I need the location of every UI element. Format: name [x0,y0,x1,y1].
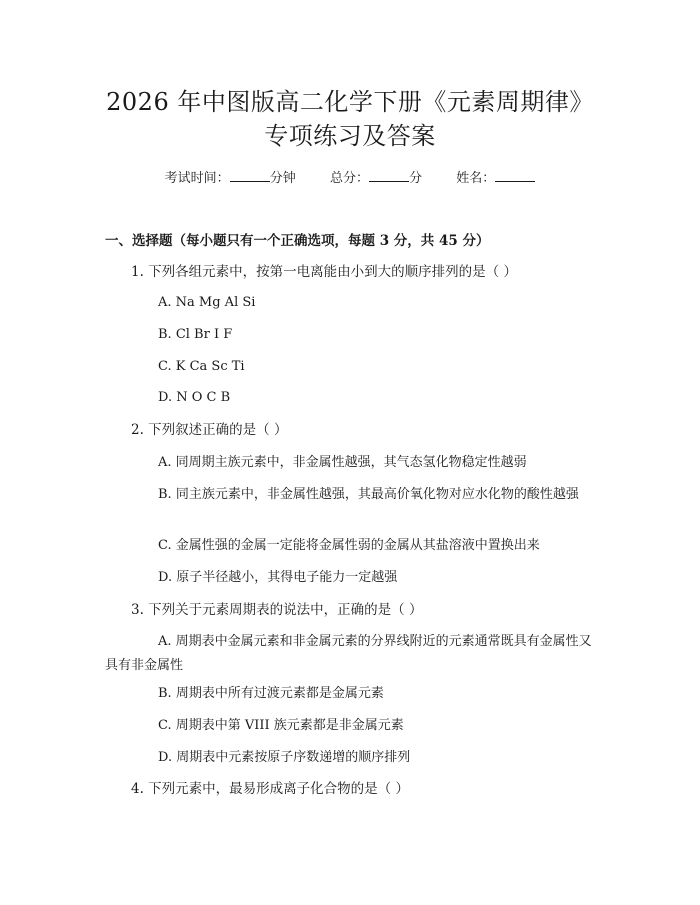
exam-time-label: 考试时间： [164,171,230,186]
question-2-option-c: C. 金属性强的金属一定能将金属性弱的金属从其盐溶液中置换出来 [158,538,540,553]
question-2-option-d: D. 原子半径越小，其得电子能力一定越强 [158,570,398,585]
question-3-stem: 3. 下列关于元素周期表的说法中，正确的是（ ） [131,602,423,618]
question-3-option-d: D. 周期表中元素按原子序数递增的顺序排列 [158,750,411,765]
exam-time-blank [230,169,270,182]
document-title-line-1: 2026 年中图版高二化学下册《元素周期律》 [106,88,594,116]
section-heading-multiple-choice: 一、选择题（每小题只有一个正确选项，每题 3 分，共 45 分） [105,233,490,249]
question-1-option-b: B. Cl Br I F [158,327,233,342]
question-3-option-b: B. 周期表中所有过渡元素都是金属元素 [158,686,384,701]
question-2-option-a: A. 同周期主族元素中，非金属性越强，其气态氢化物稳定性越弱 [158,455,527,470]
question-1-option-c: C. K Ca Sc Ti [158,359,245,374]
exam-time-unit: 分钟 [269,171,296,186]
total-score-unit: 分 [409,171,423,186]
exam-info-line [0,169,700,188]
question-1-option-a: A. Na Mg Al Si [158,295,256,310]
question-3-option-a: A. 周期表中金属元素和非金属元素的分界线附近的元素通常既具有金属性又具有非金属性 [105,634,592,673]
question-2-stem: 2. 下列叙述正确的是（ ） [131,422,288,438]
student-name-blank [495,169,535,182]
total-score-label: 总分： [329,171,369,186]
question-4-stem: 4. 下列元素中，最易形成离子化合物的是（ ） [131,781,409,797]
document-title-line-2: 专项练习及答案 [264,122,436,150]
question-3-option-c: C. 周期表中第 VIII 族元素都是非金属元素 [158,718,404,733]
question-2-option-b: B. 同主族元素中，非金属性越强，其最高价氧化物对应水化物的酸性越强 [158,487,579,502]
student-name-label: 姓名： [456,171,496,186]
total-score-blank [369,169,409,182]
question-1-option-d: D. N O C B [158,390,231,405]
question-1-stem: 1. 下列各组元素中，按第一电离能由小到大的顺序排列的是（ ） [131,264,517,280]
